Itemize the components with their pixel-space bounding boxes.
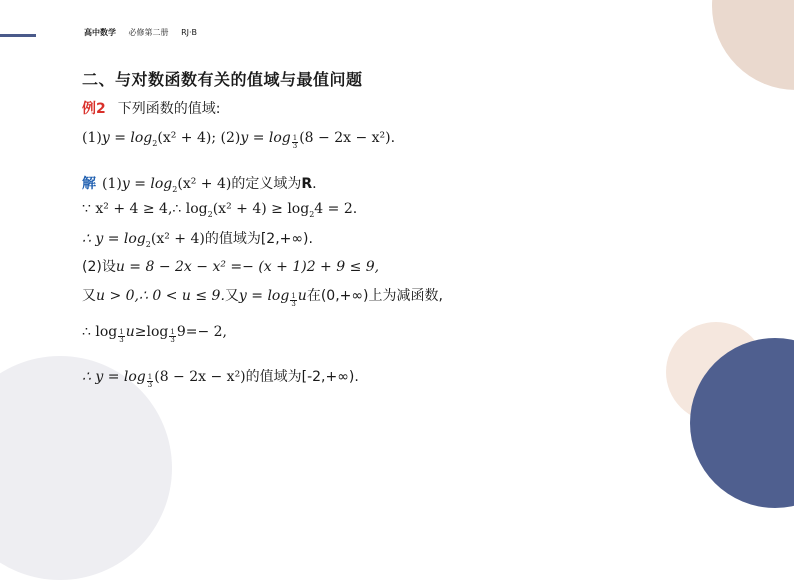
s4-part-b: u = 8 − 2x − x² =− (x + 1)2 + 9 ≤ 9, [115, 259, 380, 275]
s6-part-b: u [125, 324, 135, 340]
slide-header [84, 27, 207, 38]
s1-base: 2 [172, 184, 178, 194]
s3-base: 2 [145, 239, 151, 249]
s1-part-d: (x² + 4) [177, 176, 232, 192]
s6-part-c: ≥log [134, 324, 169, 340]
s7-part-b: (8 − 2x − x²) [154, 369, 246, 385]
s1-period: . [312, 176, 317, 192]
decor-circle-bottom-left [0, 356, 172, 580]
fraction-denominator: 3 [147, 381, 153, 389]
s2-base-1: 2 [207, 209, 213, 219]
header-book: 必修第二册 [128, 28, 169, 37]
problem-1-base: 2 [152, 138, 158, 148]
s5-part-c: 又 [224, 288, 239, 304]
solution-line-5 [82, 285, 443, 308]
s7-part-c: 的值域为[-2,+∞). [245, 369, 359, 385]
problem-1-label: (1) [82, 130, 102, 146]
decor-circle-top-right [712, 0, 794, 90]
s6-base-fraction-1 [118, 329, 124, 344]
s2-part-c: (x² + 4) ≥ log [212, 201, 310, 217]
fraction-numerator: 1 [291, 292, 296, 300]
header-accent-bar [0, 34, 36, 37]
s5-part-b: u > 0,∴ 0 < u ≤ 9. [96, 288, 225, 304]
s1-part-a: (1) [102, 176, 122, 192]
s6-part-a: ∴ log [82, 324, 118, 340]
s4-part-a: (2)设 [82, 259, 116, 275]
problem-2-base-fraction [292, 135, 298, 150]
fraction-denominator: 3 [291, 300, 296, 308]
fraction-numerator: 1 [119, 328, 124, 336]
solution-line-4 [82, 256, 379, 276]
fraction-numerator: 1 [170, 328, 175, 336]
problem-1-expr: y = log [101, 130, 153, 146]
fraction-denominator: 3 [170, 336, 175, 344]
solution-line-2 [82, 201, 357, 219]
header-edition: RJ·B [181, 28, 198, 37]
s6-part-d: 9=− 2, [176, 324, 227, 340]
example-tag: 例2 [82, 101, 106, 117]
solution-line-6 [82, 324, 227, 344]
example-prompt: 下列函数的值域: [117, 101, 221, 117]
example-line [82, 98, 220, 118]
solution-line-7 [82, 366, 359, 389]
s1-part-b: y = log [121, 176, 173, 192]
s5-base-fraction [290, 293, 296, 308]
s1-real-set: R [301, 176, 313, 192]
s5-part-a: 又 [82, 288, 96, 304]
s2-base-2: 2 [309, 209, 315, 219]
fraction-numerator: 1 [147, 373, 153, 381]
problem-1-arg: (x² + 4); (2) [157, 130, 241, 146]
problem-2-expr: y = log [240, 130, 291, 146]
fraction-numerator: 1 [292, 134, 298, 142]
fraction-denominator: 3 [119, 336, 124, 344]
s7-part-a: ∴ y = log [82, 369, 146, 385]
solution-line-3 [82, 228, 313, 249]
s7-base-fraction [147, 374, 153, 389]
s3-part-d: 的值域为[2,+∞). [204, 231, 313, 247]
s1-part-e: 的定义域为 [231, 176, 302, 192]
problem-2-arg: (8 − 2x − x²). [299, 130, 396, 146]
s5-part-f: 在(0,+∞)上为减函数, [306, 288, 443, 304]
s3-part-c: (x² + 4) [150, 231, 205, 247]
problem-line [82, 130, 395, 150]
section-heading: 二、与对数函数有关的值域与最值问题 [82, 70, 363, 89]
s2-part-a: ∵ x² + 4 ≥ 4,∴ log [82, 201, 208, 217]
header-subject: 高中数学 [84, 28, 116, 37]
s5-part-d: y = log [238, 288, 290, 304]
fraction-denominator: 3 [292, 142, 298, 150]
solution-label: 解 [82, 176, 96, 192]
s6-base-fraction-2 [169, 329, 175, 344]
solution-line-1 [82, 173, 317, 194]
s3-part-a: ∴ y = log [82, 231, 146, 247]
s5-part-e: u [297, 288, 307, 304]
s2-part-e: 4 = 2. [314, 201, 358, 217]
